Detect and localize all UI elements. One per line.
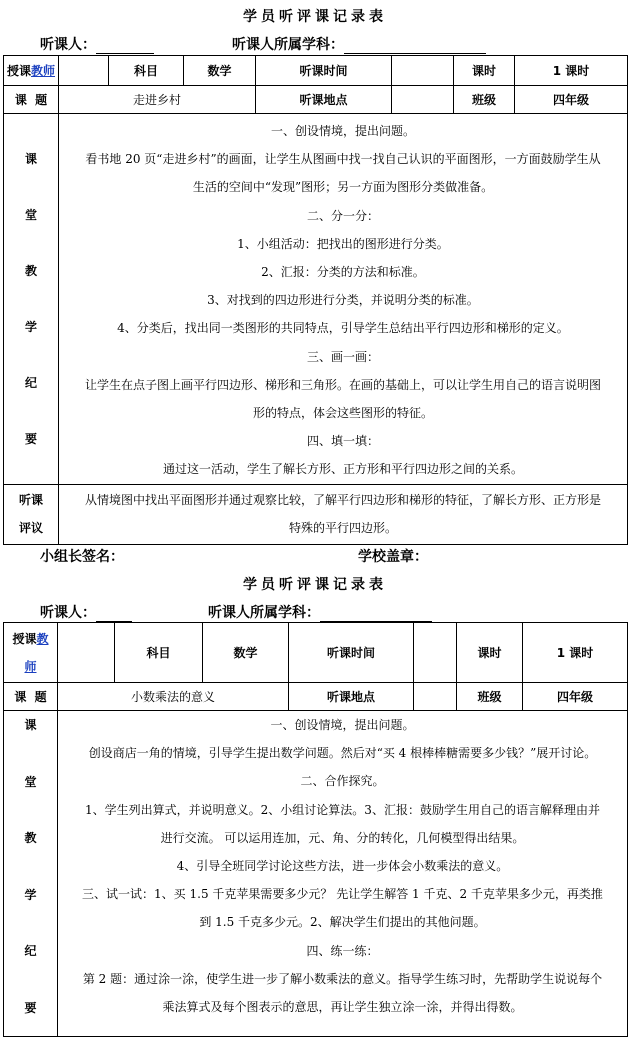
form2-content-line: 一、创设情境，提出问题。 <box>270 718 415 732</box>
form1-period-value: 1 课时 <box>515 56 628 86</box>
form1-place-value <box>392 86 454 114</box>
form1-subject-label: 听课人所属学科： <box>232 37 344 53</box>
form2-subject-header: 科目 <box>115 623 203 683</box>
form1-content-line: 形的特点，体会这些图形的特征。 <box>252 406 433 421</box>
form2-content-line: 进行交流。 可以运用连加，元、角、分的转化，几何模型得出结果。 <box>160 830 525 845</box>
form1-class-header: 班级 <box>454 86 515 114</box>
form2-teacher-cell <box>4 623 58 683</box>
form1-listener-label: 听课人： <box>40 37 96 53</box>
form1-teacher-prefix: 授课 <box>6 64 31 78</box>
form1-subject-value: 数学 <box>184 56 256 86</box>
form2-section-char: 学 <box>24 887 37 902</box>
form1-time-header: 听课时间 <box>256 56 392 86</box>
form1-content-line: 看书地 20 页“走进乡村”的画面，让学生从图画中找一找自己认识的平面图形，一方面鼓励学生从 <box>85 152 601 167</box>
form2-table <box>3 622 628 1037</box>
form2-time-value <box>414 623 457 683</box>
form1-subject-line <box>232 34 486 54</box>
form2-topic-value: 小数乘法的意义 <box>58 683 289 711</box>
form1-school-seal: 学校盖章： <box>358 549 428 565</box>
form1-listener-line <box>40 34 154 54</box>
form2-content-line: 第 2 题：通过涂一涂，使学生进一步了解小数乘法的意义。指导学生练习时，先帮助学生说说每个 <box>82 971 603 986</box>
form2-teacher-value <box>58 623 115 683</box>
form2-teacher-link-1[interactable]: 教 <box>36 631 49 646</box>
form1-period-header: 课时 <box>454 56 515 86</box>
form1-section-label <box>4 114 59 485</box>
form2-teacher-link-2[interactable]: 师 <box>24 659 37 674</box>
form1-leader-sign: 小组长签名： <box>40 549 124 565</box>
form2-content-line: 创设商店一角的情境，引导学生提出数学问题。然后对“买 4 根棒棒糖需要多少钱？”展开讨论。 <box>88 746 597 761</box>
form2-content-line: 三、试一试：1、买 1.5 千克苹果需要多少元？ 先让学生解答 1 千克、2 千克苹果多少元，再类推 <box>82 887 603 902</box>
form1-listener-field[interactable] <box>96 39 154 54</box>
form1-content-line: 通过这一活动，学生了解长方形、正方形和平行四边形之间的关系。 <box>162 462 523 477</box>
form2-subject-line <box>208 602 432 622</box>
form2-section-char: 堂 <box>24 774 37 789</box>
form1-topic-label: 课 题 <box>4 86 59 114</box>
form2-subject-label: 听课人所属学科： <box>208 605 320 621</box>
form1-content-line: 三、画一画： <box>306 349 379 364</box>
form1-comment <box>59 484 628 544</box>
form2-section-char: 课 <box>24 718 37 732</box>
form1-content-line: 二、分一分： <box>306 208 379 223</box>
form1-comment-line: 从情境图中找出平面图形并通过观察比较，了解平行四边形和梯形的特征，了解长方形、正方形是 <box>84 493 601 508</box>
form1-section-char: 纪 <box>24 375 37 390</box>
form2-section-char: 要 <box>24 1000 37 1015</box>
form1-comment-label-1: 听课 <box>18 493 43 508</box>
form1-section-char: 课 <box>24 151 37 166</box>
form1-section-char: 要 <box>24 431 37 446</box>
form2-period-header: 课时 <box>457 623 523 683</box>
form2-place-header: 听课地点 <box>289 683 414 711</box>
form1-section-char: 学 <box>24 319 37 334</box>
form2-subject-field[interactable] <box>320 607 432 622</box>
form2-content-line: 1、学生列出算式，并说明意义。2、小组讨论算法。3、汇报：鼓励学生用自己的语言解释理由并 <box>85 802 600 817</box>
form1-subject-field[interactable] <box>344 39 486 54</box>
form1-title: 学员听评课记录表 <box>243 9 387 25</box>
form1-content <box>59 114 628 485</box>
form2-section-label <box>4 711 58 1037</box>
form1-table <box>3 55 628 545</box>
form1-content-line: 4、分类后，找出同一类图形的共同特点，引导学生总结出平行四边形和梯形的定义。 <box>117 321 569 336</box>
form1-section-char: 教 <box>24 263 37 278</box>
form2-content-line: 4、引导全班同学讨论这些方法，进一步体会小数乘法的意义。 <box>176 859 509 874</box>
form2-content-line: 到 1.5 千克多少元。2、解决学生们提出的其他问题。 <box>199 915 486 930</box>
form2-teacher-prefix: 授课 <box>12 631 37 646</box>
form2-content-line: 乘法算式及每个图表示的意思，再让学生独立涂一涂，并得出得数。 <box>162 1000 523 1015</box>
form1-comment-label-2: 评议 <box>18 521 43 536</box>
form2-content-line: 四、练一练： <box>306 943 379 958</box>
form1-teacher-value <box>59 56 109 86</box>
form2-listener-field[interactable] <box>96 607 132 622</box>
form2-period-value: 1 课时 <box>523 623 628 683</box>
form1-content-line: 2、汇报：分类的方法和标准。 <box>261 265 425 280</box>
form2-topic-label: 课 题 <box>4 683 58 711</box>
form2-section-char: 纪 <box>24 944 37 958</box>
form1-teacher-link[interactable]: 教师 <box>31 64 56 78</box>
form2-listener-line <box>40 602 132 622</box>
form2-title: 学员听评课记录表 <box>243 577 387 593</box>
form1-content-line: 一、创设情境，提出问题。 <box>270 124 415 138</box>
form1-content-line: 3、对找到的四边形进行分类，并说明分类的标准。 <box>207 293 479 308</box>
form2-place-value <box>414 683 457 711</box>
form2-time-header: 听课时间 <box>289 623 414 683</box>
form2-class-value: 四年级 <box>523 683 628 711</box>
form1-content-line: 四、填一填： <box>306 434 379 449</box>
form2-listener-label: 听课人： <box>40 605 96 621</box>
form2-section-char: 教 <box>24 831 37 845</box>
form2-content <box>58 711 628 1037</box>
form1-comment-line: 特殊的平行四边形。 <box>288 521 397 536</box>
form1-section-char: 堂 <box>24 207 37 222</box>
form1-comment-label <box>4 484 59 544</box>
form2-class-header: 班级 <box>457 683 523 711</box>
form1-subject-header: 科目 <box>109 56 184 86</box>
form1-teacher-cell <box>4 56 59 86</box>
form1-class-value: 四年级 <box>515 86 628 114</box>
form1-place-header: 听课地点 <box>256 86 392 114</box>
form2-subject-value: 数学 <box>203 623 289 683</box>
form1-content-line: 让学生在点子图上画平行四边形、梯形和三角形。在画的基础上，可以让学生用自己的语言说明图 <box>84 377 601 392</box>
form2-content-line: 二、合作探究。 <box>300 774 385 789</box>
form1-content-line: 生活的空间中“发现”图形；另一方面为图形分类做准备。 <box>192 180 494 195</box>
form1-content-line: 1、小组活动：把找出的图形进行分类。 <box>237 236 449 251</box>
form1-topic-value: 走进乡村 <box>59 86 256 114</box>
form1-time-value <box>392 56 454 86</box>
